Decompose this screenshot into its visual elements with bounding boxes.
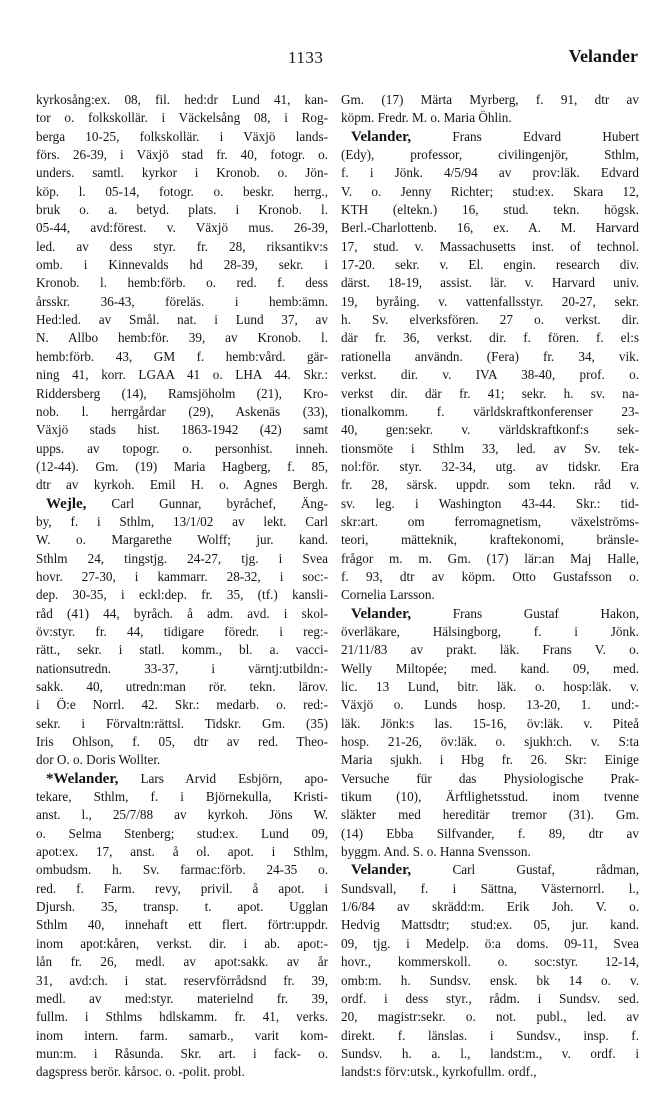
- text-line: [341, 238, 639, 256]
- line-text: tikum (10), Ärftlighetsstud. inom tvenne: [341, 789, 639, 805]
- line-text: apot:ex. 17, anst. å ol. apot. i Sthlm,: [36, 844, 328, 860]
- line-text: sakk. 40, utredn:man rör. tekn. lärov.: [36, 679, 328, 694]
- text-line: [341, 935, 639, 953]
- line-text: överläkare, Hälsingborg, f. i Jönk.: [341, 623, 639, 639]
- line-text: öv:styr. fr. 44, tidigare föredr. i reg:-: [36, 623, 328, 639]
- entry-first-line: [341, 128, 639, 146]
- text-line: [341, 880, 639, 898]
- line-text: Maria sjukh. i Hbg fr. 26. Skr: Einige: [341, 752, 639, 768]
- text-line: [341, 843, 639, 861]
- line-text: sekr. i Förvaltn:rättsl. Tidskr. Gm. (35): [36, 715, 328, 731]
- line-text: årsskr. 36-43, föreläs. i hemb:ämn.: [36, 293, 328, 309]
- text-line: [341, 550, 639, 568]
- text-line: [341, 1045, 639, 1063]
- line-text: nol:för. styr. 32-34, utg. av tidskr. Era: [341, 458, 639, 474]
- line-text: dor O. o. Doris Wollter.: [36, 752, 161, 768]
- entry-first-line: [341, 861, 639, 879]
- text-line: [341, 660, 639, 678]
- text-line: [341, 256, 639, 274]
- line-text: Iris Ohlson, f. 05, dtr av red. Theo-: [36, 734, 328, 750]
- text-line: [341, 458, 639, 476]
- line-text: (Edy), professor, civilingenjör, Sthlm,: [341, 147, 639, 163]
- line-text: 05-44, avd:förest. v. Växjö mus. 26-39,: [36, 220, 328, 236]
- text-line: [36, 916, 328, 934]
- left-column: [36, 91, 328, 1082]
- line-text: skr:art. om ferromagnetism, växelströms-: [341, 513, 639, 529]
- line-text: f. i Jönk. 4/5/94 av prov:läk. Edvard: [341, 165, 639, 181]
- text-line: [36, 751, 328, 769]
- text-line: [341, 495, 639, 513]
- line-text: 20, magistr:sekr. o. not. publ., led. av: [341, 1009, 639, 1025]
- text-line: [36, 953, 328, 971]
- text-line: [36, 91, 328, 109]
- line-text: där fr. 36, verkst. dir. f. fören. f. el:s: [341, 330, 639, 346]
- text-line: [36, 880, 328, 898]
- line-text: 17-20. sekr. v. El. engin. research div.: [341, 257, 639, 273]
- line-text: Sundsvall, f. i Sättna, Västernorrl. l.,: [341, 880, 639, 896]
- line-text: Gm. (17) Märta Myrberg, f. 91, dtr av: [341, 92, 639, 107]
- text-line: [341, 953, 639, 971]
- line-text: dagspress berör. kårsoc. o. -polit. probl.: [36, 1064, 245, 1080]
- text-line: [36, 458, 328, 476]
- line-text: o. Selma Stenberg; stud:ex. Lund 09,: [36, 825, 328, 841]
- text-line: [36, 788, 328, 806]
- line-text: 19, byråing. v. vattenfallsstyr. 20-27, sekr.: [341, 293, 639, 309]
- entry-surname: Velander,: [351, 862, 412, 879]
- entry-first-line: [341, 605, 639, 623]
- line-text: unders. samtl. kyrkor i Kronob. o. Jön-: [36, 165, 328, 181]
- line-text: fr. 28, särsk. uppdr. som tekn. råd v.: [341, 477, 639, 493]
- line-text: anst. l., 25/7/88 av kyrkoh. Jöns W.: [36, 807, 328, 823]
- text-line: [341, 623, 639, 641]
- text-line: [341, 91, 639, 109]
- text-line: [341, 770, 639, 788]
- text-line: [341, 219, 639, 237]
- line-text: släkter med hereditär tremor (31). Gm.: [341, 807, 639, 823]
- text-line: [36, 201, 328, 219]
- text-line: [341, 696, 639, 714]
- text-line: [36, 568, 328, 586]
- text-line: [36, 806, 328, 824]
- text-line: [341, 385, 639, 403]
- line-text: rationella användn. (Fera) fr. 34, vik.: [341, 348, 639, 364]
- line-text: direkt. f. länslas. i Sundsv., insp. f.: [341, 1027, 639, 1043]
- text-line: [36, 403, 328, 421]
- entry-surname: Velander,: [351, 605, 412, 622]
- line-text: Welly Miltopée; med. kand. 09, med.: [341, 660, 639, 676]
- text-line: [36, 329, 328, 347]
- entry-surname: Wejle,: [46, 495, 87, 512]
- line-text: i Ö:e Norrl. 42. Skr.: medarb. o. red:-: [36, 697, 328, 713]
- line-text: ning 41, korr. LGAA 41 o. LHA 44. Skr.:: [36, 367, 328, 383]
- text-line: [36, 861, 328, 879]
- line-text: teori, mätteknik, kraftekonomi, bränsle-: [341, 532, 639, 548]
- text-line: [36, 109, 328, 127]
- line-text: Hedvig Mattsdtr; stud:ex. 05, jur. kand.: [341, 917, 639, 933]
- text-line: [341, 972, 639, 990]
- line-text: N. Allbo hemb:för. 39, av Kronob. l.: [36, 330, 328, 346]
- text-line: [36, 825, 328, 843]
- text-line: [341, 825, 639, 843]
- line-text: 09, tjg. i Medelp. ö:a doms. 09-11, Svea: [341, 935, 639, 951]
- text-line: [36, 550, 328, 568]
- line-text: Växjö o. Lunds hosp. 13-20, 1. und:-: [341, 697, 639, 713]
- line-text: nationsutredn. 33-37, i värntj:utbildn:-: [36, 660, 328, 676]
- text-line: [341, 476, 639, 494]
- text-line: [36, 164, 328, 182]
- line-text: verkst dir. där fr. 41; sekr. h. sv. na-: [341, 385, 639, 401]
- line-text: by, f. i Sthlm, 13/1/02 av lekt. Carl: [36, 513, 328, 529]
- text-line: [36, 1045, 328, 1063]
- line-text: (12-44). Gm. (19) Maria Hagberg, f. 85,: [36, 458, 328, 474]
- text-line: [341, 183, 639, 201]
- line-text: tionalkomm. f. världskraftkonferenser 23-: [341, 403, 639, 419]
- text-line: [36, 531, 328, 549]
- line-text: Riddersberg (14), Ramsjöholm (21), Kro-: [36, 385, 328, 401]
- line-text: ordf. i dess styr., rådm. i Sundsv. sed.: [341, 990, 639, 1006]
- page-header: [0, 48, 672, 72]
- text-line: [36, 623, 328, 641]
- text-line: [36, 385, 328, 403]
- line-text: led. av dess styr. fr. 28, riksantikv:s: [36, 238, 328, 254]
- line-text: Hed:led. av Smål. nat. i Lund 37, av: [36, 312, 328, 328]
- line-text: Lars Arvid Esbjörn, apo-: [118, 770, 328, 786]
- text-line: [36, 660, 328, 678]
- line-text: 31, avd:ch. i stat. reservförrådsnd fr. 39,: [36, 972, 328, 988]
- text-line: [341, 201, 639, 219]
- line-text: nob. l. herrgårdar (29), Askenäs (33),: [36, 403, 328, 419]
- text-line: [36, 311, 328, 329]
- text-line: [341, 678, 639, 696]
- line-text: Sundsv. h. a. l., landst:m., v. ordf. i: [341, 1045, 639, 1061]
- line-text: V. o. Jenny Richter; stud:ex. Skara 12,: [341, 183, 639, 199]
- text-line: [341, 403, 639, 421]
- text-line: [341, 513, 639, 531]
- text-line: [341, 440, 639, 458]
- text-line: [36, 293, 328, 311]
- line-text: medl. av med:styr. materielnd fr. 39,: [36, 990, 328, 1006]
- text-line: [36, 366, 328, 384]
- text-line: [36, 990, 328, 1008]
- text-line: [341, 311, 639, 329]
- text-line: [36, 696, 328, 714]
- line-text: Frans Gustaf Hakon,: [411, 605, 639, 621]
- text-line: [36, 843, 328, 861]
- line-text: Växjö stads hist. 1863-1942 (42) samt: [36, 422, 328, 438]
- text-line: [36, 348, 328, 366]
- line-text: lån fr. 26, medl. av apot:sakk. av år: [36, 954, 328, 970]
- page-number: 1133: [288, 48, 324, 67]
- line-text: råd (41) 44, byråch. å adm. avd. i skol-: [36, 605, 328, 621]
- text-line: [36, 238, 328, 256]
- text-line: [341, 1063, 639, 1081]
- text-line: [36, 641, 328, 659]
- line-text: fullm. i Sthlms hdlskamm. fr. 41, verks.: [36, 1009, 328, 1025]
- line-text: KTH (eltekn.) 16, stud. tekn. högsk.: [341, 202, 639, 218]
- entry-first-line: [36, 770, 328, 788]
- line-text: tionsmöte i Sthlm 33, led. av Sv. tek-: [341, 440, 639, 456]
- line-text: dep. 30-35, i eckl:dep. fr. 35, (tf.) kansli-: [36, 587, 328, 603]
- text-line: [341, 421, 639, 439]
- line-text: köp. l. 05-14, fotogr. o. beskr. herrg.,: [36, 183, 328, 199]
- line-text: h. Sv. elverksfören. 27 o. verkst. dir.: [341, 312, 639, 328]
- text-line: [36, 440, 328, 458]
- line-text: mun:m. i Råsunda. Skr. art. i fack- o.: [36, 1045, 328, 1061]
- text-line: [36, 733, 328, 751]
- text-line: [341, 329, 639, 347]
- line-text: f. 93, dtr av köpm. Otto Gustafsson o.: [341, 568, 639, 584]
- text-line: [341, 164, 639, 182]
- entry-surname: Velander,: [351, 128, 412, 145]
- line-text: läk. Jönk:s las. 15-16, öv:läk. v. Piteå: [341, 715, 639, 731]
- line-text: inom apot:kåren, verkst. dir. i ab. apot:-: [36, 935, 328, 951]
- line-text: (14) Ebba Silfvander, f. 89, dtr av: [341, 825, 639, 841]
- text-line: [341, 641, 639, 659]
- text-line: [341, 733, 639, 751]
- right-column: [341, 91, 639, 1082]
- running-head: Velander: [568, 46, 638, 66]
- line-text: Kronob. l. hemb:förb. o. red. f. dess: [36, 275, 328, 291]
- line-text: 40, gen:sekr. v. världskraftkonf:s sek-: [341, 422, 639, 438]
- text-line: [341, 806, 639, 824]
- text-line: [341, 990, 639, 1008]
- text-line: [36, 1008, 328, 1026]
- entry-first-line: [36, 495, 328, 513]
- line-text: Sthlm 40, innehaft ett flert. förtr:uppdr.: [36, 917, 328, 933]
- line-text: omb:m. h. Sundsv. ensk. bk 14 o. v.: [341, 972, 639, 988]
- text-line: [341, 146, 639, 164]
- text-line: [341, 751, 639, 769]
- line-text: köpm. Fredr. M. o. Maria Öhlin.: [341, 110, 512, 126]
- text-line: [341, 586, 639, 604]
- text-line: [341, 788, 639, 806]
- entry-surname: *Welander,: [46, 770, 119, 787]
- line-text: tor o. folkskollär. i Väckelsång 08, i Rog-: [36, 110, 328, 126]
- line-text: Djursh. 35, transp. t. apot. Ugglan: [36, 899, 328, 915]
- text-line: [36, 421, 328, 439]
- text-line: [341, 898, 639, 916]
- text-line: [341, 274, 639, 292]
- text-line: [341, 531, 639, 549]
- line-text: lic. 13 Lund, bitr. läk. o. hosp:läk. v.: [341, 679, 639, 694]
- text-line: [341, 568, 639, 586]
- text-line: [36, 128, 328, 146]
- line-text: Versuche für das Physiologische Prak-: [341, 770, 639, 786]
- line-text: Carl Gunnar, byråchef, Äng-: [86, 495, 328, 511]
- line-text: bruk o. a. betyd. plats. i Kronob. l.: [36, 202, 328, 218]
- text-line: [36, 935, 328, 953]
- line-text: 21/11/83 av prakt. läk. Frans V. o.: [341, 642, 639, 658]
- line-text: landst:s förv:utsk., kyrkofullm. ordf.,: [341, 1064, 537, 1080]
- line-text: upps. av topogr. o. personhist. inneh.: [36, 440, 328, 456]
- line-text: Sthlm 24, tingstjg. 24-27, tjg. i Svea: [36, 550, 328, 566]
- line-text: berga 10-25, folkskollär. i Växjö lands-: [36, 128, 328, 144]
- text-line: [36, 256, 328, 274]
- text-line: [36, 972, 328, 990]
- text-line: [341, 366, 639, 384]
- line-text: dtr av kyrkoh. Emil H. o. Agnes Bergh.: [36, 477, 328, 493]
- text-line: [36, 146, 328, 164]
- line-text: inom intern. farm. samarb., varit kom-: [36, 1027, 328, 1043]
- line-text: tekare, Sthlm, f. i Björnekulla, Kristi-: [36, 789, 328, 805]
- line-text: Cornelia Larsson.: [341, 587, 435, 603]
- text-line: [341, 1027, 639, 1045]
- line-text: kyrkosång:ex. 08, fil. hed:dr Lund 41, kan-: [36, 92, 328, 107]
- line-text: sv. leg. i Washington 43-44. Skr.: tid-: [341, 495, 639, 511]
- line-text: Carl Gustaf, rådman,: [411, 862, 639, 878]
- line-text: rätt., sekr. i statl. komm., bl. a. vacci-: [36, 642, 328, 658]
- text-line: [36, 1027, 328, 1045]
- text-line: [341, 715, 639, 733]
- line-text: Berl.-Charlottenb. 16, ex. A. M. Harvard: [341, 220, 639, 236]
- line-text: red. f. Farm. revy, privil. å apot. i: [36, 880, 328, 896]
- line-text: Frans Edvard Hubert: [411, 128, 639, 144]
- line-text: ombudsm. h. Sv. farmac:förb. 24-35 o.: [36, 862, 328, 878]
- text-line: [36, 678, 328, 696]
- text-line: [36, 219, 328, 237]
- text-line: [36, 605, 328, 623]
- line-text: byggm. And. S. o. Hanna Svensson.: [341, 844, 531, 860]
- line-text: omb. i Kinnevalds hd 28-39, sekr. i: [36, 257, 328, 273]
- line-text: hovr. 27-30, i kammarr. 28-32, i soc:-: [36, 568, 328, 584]
- text-line: [341, 293, 639, 311]
- text-line: [36, 1063, 328, 1081]
- text-line: [36, 513, 328, 531]
- line-text: verkst. dir. v. IVA 38-40, prof. o.: [341, 367, 639, 383]
- line-text: 1/6/84 av skrädd:m. Erik Joh. V. o.: [341, 899, 639, 915]
- text-line: [36, 586, 328, 604]
- line-text: frågor m. m. Gm. (17) lär:an Maj Halle,: [341, 550, 639, 566]
- text-line: [36, 274, 328, 292]
- line-text: hemb:förb. 43, GM f. hemb:vård. gär-: [36, 348, 328, 364]
- line-text: 17, stud. v. Massachusetts inst. of technol.: [341, 238, 639, 254]
- text-line: [36, 183, 328, 201]
- line-text: därst. 18-19, assist. lär. v. Harvard univ.: [341, 275, 639, 291]
- line-text: hovr., kommerskoll. o. soc:styr. 12-14,: [341, 954, 639, 970]
- text-line: [341, 348, 639, 366]
- text-line: [341, 109, 639, 127]
- text-line: [341, 916, 639, 934]
- text-line: [36, 715, 328, 733]
- line-text: förs. 26-39, i Växjö stad fr. 40, fotogr. o.: [36, 147, 328, 163]
- text-line: [341, 1008, 639, 1026]
- line-text: hosp. 21-26, öv:läk. o. sjukh:ch. v. S:ta: [341, 734, 639, 750]
- text-line: [36, 476, 328, 494]
- text-line: [36, 898, 328, 916]
- line-text: W. o. Margarethe Wolff; jur. kand.: [36, 532, 328, 548]
